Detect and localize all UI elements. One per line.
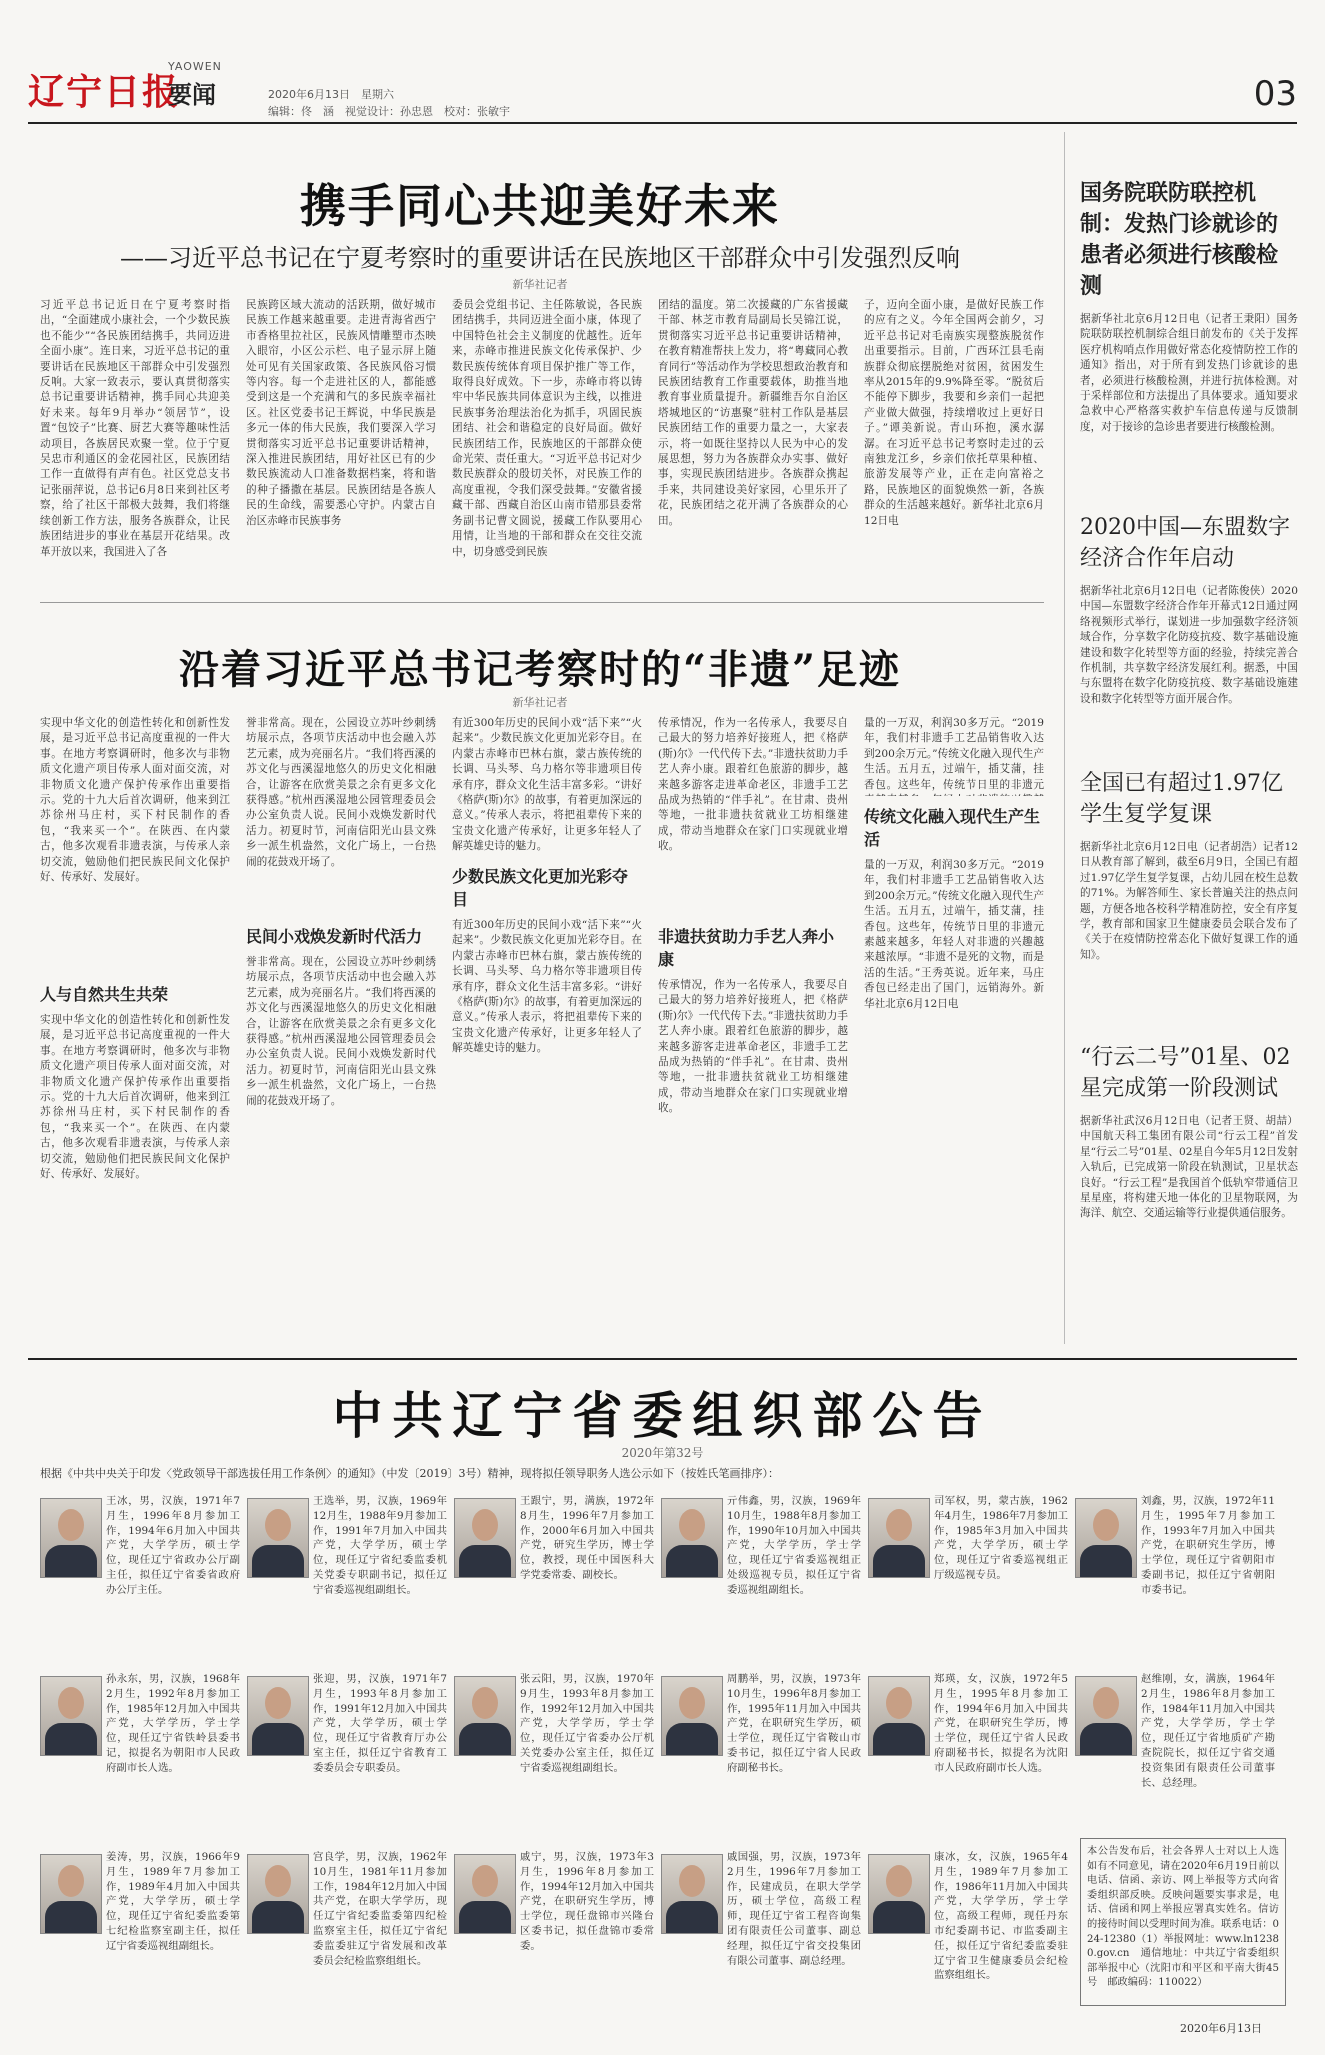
candidate-bio: 姜涛，男，汉族，1966年9月生，1989年7月参加工作，1989年4月加入中国共产党，大学学历，硕士学位，现任辽宁省纪委监委第七纪检监察室副主任，拟任辽宁省委巡视组副组长。 [106, 1851, 240, 1952]
candidate-bio: 王冰，男，汉族，1971年7月生，1996年8月参加工作，1994年6月加入中国共产党，大学学历，硕士学位，现任辽宁省政办公厅副主任，拟任辽宁省委省政府办公厅主任。 [106, 1495, 240, 1596]
portrait-head-icon [679, 1865, 705, 1897]
article2-col-1-text-b: 实现中华文化的创造性转化和创新性发展，是习近平总书记高度重视的一件大事。在地方考察调研时，他多次与非物质文化遗产项目传承人面对面交流，对非物质文化遗产保护传承作出重要指示。党的十九大后首次调研，他来到江苏徐州马庄村，买下村民制作的香包，“我来买一个”。在陕西、在内蒙古，他多次观看非遗表演，与传承人亲切交流，勉励他们把民族民间文化保护好、传承好、发展好。 [40, 1014, 230, 1181]
newspaper-logo: 辽宁日报 [28, 71, 181, 113]
article2-col-5-text: 量的一万双，利润30多万元。“2019年，我们村非遗手工艺品销售收入达到200余万元。”传统文化融入现代生产生活。五月五，过端午，插艾蒲，挂香包。这些年，传统节日里的非遗元 [864, 717, 1044, 791]
notice-contact: 本公告发布后，社会各界人士对以上人选如有不同意见，请在2020年6月19日前以电话、信函、亲访、网上举报等方式向省委组织部反映。反映问题要实事求是，电话、信函和网上举报应署真实姓名。信访的接待时间以受理时间为准。联系电话：024-12380（1）举报网址：www.ln12380.gov.cn 通信地址：中共辽宁省委组织部举报中心（沈阳市和平区和平南大街45号 邮政编码：110022） [1087, 1846, 1279, 1989]
article2-col-1-text: 实现中华文化的创造性转化和创新性发展，是习近平总书记高度重视的一件大事。在地方考察调研时，他多次与非物质文化遗产项目传承人面对面交流，对非物质文化遗产保护传承作出重要指示。党的十九大后首次调研，他来到江苏徐州马庄村，买下村民制作的香包，“我来买一个”。在陕西、在内蒙古，他多次观看非遗表演，与传承人亲切交流，勉励他们把民族民间文化保护好、传承好、发展好。 [40, 717, 230, 884]
article2-title: 沿着习近平总书记考察时的“非遗”足迹 [178, 646, 901, 693]
portrait-body-icon [45, 1545, 97, 1577]
portrait-body-icon [252, 1545, 304, 1577]
sidebar-story-2 [1080, 512, 1298, 770]
portrait-body-icon [459, 1901, 511, 1933]
candidate-photo [454, 1498, 516, 1578]
candidate-bio: 康冰，女，汉族，1965年4月生，1989年7月参加工作，1986年11月加入中国共产党，大学学历，学士学位，高级工程师，现任丹东市纪委副书记、市监委副主任，拟任辽宁省纪委监委驻辽宁省卫生健康委员会纪检监察组组长。 [934, 1851, 1068, 1982]
candidate-card [868, 1850, 1068, 2022]
candidate-photo [454, 1676, 516, 1756]
candidate-card [868, 1494, 1068, 1666]
candidate-card [247, 1850, 447, 2022]
article2-col-5 [864, 716, 1044, 1340]
portrait-body-icon [873, 1901, 925, 1933]
candidate-bio: 亓伟鑫，男，汉族，1969年10月生，1988年8月参加工作，1990年10月加入中国共产党，大学学历，学士学位，现任辽宁省委巡视组正处级巡视专员，拟任辽宁省委巡视组副组长。 [727, 1495, 861, 1596]
candidate-bio: 郑瑛，女，汉族，1972年5月生，1995年8月参加工作，1994年6月加入中国共产党，在职研究生学历，博士学位，现任辽宁省人民政府副秘书长，拟提名为沈阳市人民政府副市长人选。 [934, 1673, 1068, 1774]
sidebar-story-1-title: 国务院联防联控机制：发热门诊就诊的患者必须进行核酸检测 [1080, 180, 1279, 299]
portrait-body-icon [252, 1901, 304, 1933]
candidate-bio: 周鹏举，男，汉族，1973年10月生，1996年8月参加工作，1995年11月加入中国共产党，在职研究生学历，硕士学位，现任辽宁省鞍山市委书记，拟任辽宁省人民政府副秘书长。 [727, 1673, 861, 1774]
sidebar-story-4-title: “行云二号”01星、02星完成第一阶段测试 [1080, 1045, 1291, 1101]
portrait-head-icon [886, 1687, 912, 1719]
article1-subtitle: ——习近平总书记在宁夏考察时的重要讲话在民族地区干部群众中引发强烈反响 [120, 244, 960, 272]
candidate-bio: 宫良学，男，汉族，1962年10月生，1981年11月参加工作，1984年12月加入中国共产党，在职大学学历，现任辽宁省纪委监委第四纪检监察室主任，拟任辽宁省纪委监委驻辽宁省发展和改革委员会纪检监察组组长。 [313, 1851, 447, 1967]
portrait-head-icon [58, 1687, 84, 1719]
section-label [168, 60, 222, 110]
article1-title: 携手同心共迎美好未来 [300, 179, 780, 233]
sidebar-story-3-title: 全国已有超过1.97亿学生复学复课 [1080, 771, 1283, 827]
candidate-photo [661, 1676, 723, 1756]
sidebar-story-4-body: 据新华社武汉6月12日电（记者王贤、胡喆）中国航天科工集团有限公司“行云工程”首发星“行云二号”01星、02星自今年5月12日发射入轨后，已完成第一阶段在轨测试，卫星状态良好。“行云工程”是我国首个低轨窄带通信卫星星座，将构建天地一体化的卫星物联网，为海洋、航空、交通运输等行业提供通信服务。 [1080, 1115, 1298, 1220]
page-number: 03 [1253, 74, 1297, 114]
portrait-head-icon [1093, 1687, 1119, 1719]
sidebar-story-2-title: 2020中国—东盟数字经济合作年启动 [1080, 515, 1290, 571]
article2-col-2 [246, 716, 436, 1340]
candidate-photo [661, 1498, 723, 1578]
candidate-bio: 王选举，男，汉族，1969年12月生，1988年9月参加工作，1991年7月加入中国共产党，大学学历，硕士学位，现任辽宁省纪委监委机关党委专职副书记，拟任辽宁省委巡视组副组长。 [313, 1495, 447, 1596]
candidate-photo [40, 1498, 102, 1578]
portrait-body-icon [873, 1723, 925, 1755]
notice-top-rule [28, 1358, 1297, 1360]
article2-col-4-text-b: 传承情况，作为一名传承人，我要尽自己最大的努力培养好接班人，把《格萨(斯)尔》一代代传下去。”非遗扶贫助力手艺人奔小康。跟着红色旅游的脚步，越来越多游客走进革命老区，非遗手工艺品成为热销的“伴手礼”。在甘肃、贵州等地，一批非遗扶贫就业工坊相继建成，带动当地群众在家门口实现就业增收。 [658, 979, 848, 1115]
portrait-head-icon [265, 1865, 291, 1897]
notice-contact-box [1080, 1838, 1286, 2006]
article1-col-2: 民族跨区域大流动的活跃期，做好城市民族工作越来越重要。走进青海省西宁市香格里拉社区，民族风情雕塑市杰映入眼帘，小区公示栏、电子显示屏上随处可见有关国家政策、各民族风俗习惯等内容。每一个走进社区的人，都能感受到这是一个充满和气的多民族幸福社区。社区党委书记王辉说，中华民族是多元一体的伟大民族，我们要深入学习贯彻落实习近平总书记重要讲话精神，深入推进民族团结，用好社区已有的少数民族流动人口准备数据档案，将和谐的种子播撒在基层。民族团结是各族人民的生命线，需要悉心守护。内蒙古自治区赤峰市民族事务 [246, 299, 436, 527]
candidate-bio: 张云阳，男，汉族，1970年9月生，1993年8月参加工作，1992年12月加入中国共产党，大学学历，学士学位，现任辽宁省委办公厅机关党委办公室主任，拟任辽宁省委巡视组副组长。 [520, 1673, 654, 1774]
candidate-card [454, 1672, 654, 1844]
issue-date: 2020年6月13日 星期六 [268, 88, 394, 101]
article2-subhead-3: 少数民族文化更加光彩夺目 [452, 867, 629, 909]
article1-byline: 新华社记者 [512, 278, 568, 291]
article-divider [40, 602, 1044, 603]
candidate-card [1075, 1494, 1275, 1666]
portrait-head-icon [679, 1687, 705, 1719]
candidate-photo [661, 1854, 723, 1934]
sidebar-story-1-body: 据新华社北京6月12日电（记者王秉阳）国务院联防联控机制综合组日前发布的《关于发挥医疗机构哨点作用做好常态化疫情防控工作的通知》指出，对于所有到发热门诊就诊的患者，必须进行核酸检测，并进行抗体检测。对于采样部位和方法提出了具体要求。通知要求急救中心严格落实救护车信息传递与反馈制度，对于接诊的急诊患者要进行核酸检测。 [1080, 313, 1298, 433]
portrait-body-icon [666, 1545, 718, 1577]
portrait-head-icon [58, 1509, 84, 1541]
candidate-card [661, 1672, 861, 1844]
sidebar-story-3 [1080, 768, 1298, 1040]
article1-col-5: 子，迈向全面小康，是做好民族工作的应有之义。今年全国两会前夕，习近平总书记对毛南族实现整族脱贫作出重要指示。目前，广西环江县毛南族群众彻底摆脱绝对贫困，贫困发生率从2015年的9.9%降至零。“脱贫后不能停下脚步，我要和乡亲们一起把产业做大做强，持续增收过上更好日子。”谭美新说。青山环抱，溪水潺潺。在习近平总书记考察时走过的云南独龙江乡，乡亲们依托草果种植、旅游发展等产业，正在走向富裕之路，民族地区的面貌焕然一新，各族群众的生活越来越好。新华社北京6月12日电 [864, 299, 1044, 527]
sidebar-story-1 [1080, 178, 1298, 532]
candidate-bio: 王跟宁，男，满族，1972年8月生，1996年7月参加工作，2000年6月加入中国共产党，研究生学历，博士学位，教授，现任中国医科大学党委常委、副校长。 [520, 1495, 654, 1581]
candidate-bio: 戚国强，男，汉族，1973年2月生，1996年7月参加工作，民建成员，在职大学学历，硕士学位，高级工程师，现任辽宁省工程咨询集团有限责任公司董事、副总经理，拟任辽宁省交投集团有限公司董事、副总经理。 [727, 1851, 861, 1967]
notice-date: 2020年6月13日 [1180, 2022, 1262, 2035]
article2-byline: 新华社记者 [512, 696, 568, 709]
candidate-card [454, 1850, 654, 2022]
candidate-photo [454, 1854, 516, 1934]
notice-issue: 2020年第32号 [621, 1446, 704, 1460]
article2-subhead-2: 民间小戏焕发新时代活力 [246, 927, 423, 946]
portrait-body-icon [459, 1545, 511, 1577]
candidate-bio: 戚宁，男，汉族，1973年3月生，1996年8月参加工作，1994年12月加入中国共产党，在职研究生学历，博士学位，现任盘锦市兴隆台区委书记，拟任盘锦市委常委。 [520, 1851, 654, 1952]
candidate-photo [40, 1854, 102, 1934]
section-zh: 要闻 [168, 80, 216, 109]
portrait-head-icon [1093, 1509, 1119, 1541]
section-en: YAOWEN [168, 60, 222, 73]
article2-col-3-text: 有近300年历史的民间小戏“活下来”“火起来”。少数民族文化更加光彩夺目。在内蒙古赤峰市巴林右旗，蒙古族传统的长调、马头琴、乌力格尔等非遗项目传承有序，群众文化生活丰富多彩。“讲好《格萨(斯)尔》的故事，有着更加深远的意义。”传承人表示，将把祖辈传下来的宝贵文化遗产传承好，让更多年轻人了解英雄史诗的魅力。 [452, 717, 642, 853]
article2-subhead-4: 非遗扶贫助力手艺人奔小康 [658, 927, 835, 969]
candidate-photo [40, 1676, 102, 1756]
candidate-card [661, 1850, 861, 2022]
article2-subhead-5: 传统文化融入现代生产生活 [864, 807, 1041, 849]
candidate-photo [1075, 1676, 1137, 1756]
candidate-card [247, 1494, 447, 1666]
candidate-bio: 刘鑫，男，汉族，1972年11月生，1995年7月参加工作，1993年7月加入中国共产党，在职研究生学历，博士学位，现任辽宁省朝阳市委副书记，拟任辽宁省朝阳市委书记。 [1141, 1495, 1275, 1596]
candidate-bio: 赵维刚，女，满族，1964年2月生，1986年8月参加工作，1984年11月加入中国共产党，大学学历，学士学位，现任辽宁省地质矿产勘查院院长，拟任辽宁省交通投资集团有限责任公司董事长、总经理。 [1141, 1673, 1275, 1789]
candidate-card [454, 1494, 654, 1666]
header-meta [268, 86, 510, 120]
article2-col-3-text-b: 有近300年历史的民间小戏“活下来”“火起来”。少数民族文化更加光彩夺目。在内蒙古赤峰市巴林右旗，蒙古族传统的长调、马头琴、乌力格尔等非遗项目传承有序，群众文化生活丰富多彩。“讲好《格萨(斯)尔》的故事，有着更加深远的意义。”传承人表示，将把祖辈传下来的宝贵文化遗产传承好，让更多年轻人了解英雄史诗的魅力。 [452, 919, 642, 1055]
portrait-body-icon [45, 1901, 97, 1933]
article2-col-2-text-b: 誉非常高。现在，公园设立苏叶纱刺绣坊展示点，各项节庆活动中也会融入苏艺元素，成为亮丽名片。“我们将西溪的苏文化与西溪湿地悠久的历史文化相融合，让游客在欣赏美景之余有更多文化获得感。”杭州西溪湿地公园管理委员会办公室负责人说。民间小戏焕发新时代活力。初夏时节，河南信阳光山县文殊乡一派生机盎然，文化广场上，一台热闹的花鼓戏开场了。 [246, 956, 436, 1107]
portrait-body-icon [45, 1723, 97, 1755]
article2-col-4 [658, 716, 848, 1340]
portrait-body-icon [666, 1723, 718, 1755]
article1-col-3: 委员会党组书记、主任陈敏说，各民族团结携手，共同迈进全面小康，体现了中国特色社会主义制度的优越性。近年来，赤峰市推进民族文化传承保护、少数民族传统体育项目保护推广等工作，取得良好成效。下一步，赤峰市将以铸牢中华民族共同体意识为主线，以推进民族事务治理法治化为抓手，巩固民族团结、社会和谐稳定的良好局面。做好民族团结工作，民族地区的干部群众使命光荣、责任重大。“习近平总书记对少数民族群众的殷切关怀，对民族工作的高度重视，令我们深受鼓舞。”安徽省援藏干部、西藏自治区山南市错那县委常务副书记曹文圆说，援藏工作队要用心用情，让当地的干部和群众在交往交流中，切身感受到民族 [452, 299, 642, 558]
portrait-head-icon [472, 1509, 498, 1541]
header-rule [28, 122, 1297, 124]
portrait-head-icon [265, 1687, 291, 1719]
sidebar-story-3-body: 据新华社北京6月12日电（记者胡浩）记者12日从教育部了解到，截至6月9日，全国已有超过1.97亿学生复学复课，占幼儿园在校生总数的71%。为解答师生、家长普遍关注的热点问题，方便各地各校科学精准防控，安全有序复学，教育部和国家卫生健康委员会联合发布了《关于在疫情防控常态化下做好复课工作的通知》。 [1080, 841, 1298, 961]
candidate-bio: 司军权，男，蒙古族，1962年4月生，1986年7月参加工作，1985年3月加入中国共产党，大学学历，硕士学位，现任辽宁省委巡视组正厅级巡视专员。 [934, 1495, 1068, 1581]
sidebar-story-4 [1080, 1042, 1298, 1334]
candidate-card [40, 1672, 240, 1844]
candidate-card [868, 1672, 1068, 1844]
candidate-card [40, 1850, 240, 2022]
candidate-photo [868, 1676, 930, 1756]
portrait-body-icon [252, 1723, 304, 1755]
candidate-card [40, 1494, 240, 1666]
portrait-head-icon [265, 1509, 291, 1541]
portrait-head-icon [886, 1509, 912, 1541]
portrait-head-icon [472, 1865, 498, 1897]
candidate-card [247, 1672, 447, 1844]
article2-col-5-text-b: 量的一万双，利润30多万元。“2019年，我们村非遗手工艺品销售收入达到200余万元。”传统文化融入现代生产生活。五月五，过端午，插艾蒲，挂香包。这些年，传统节日里的非遗元素越来越多，年轻人对非遗的兴趣越来越浓厚。“非遗不是死的文物，而是活的生活。”王秀英说。近年来，马庄香包已经走出了国门，远销海外。新华社北京6月12日电 [864, 859, 1044, 1010]
candidate-photo [1075, 1498, 1137, 1578]
sidebar-divider [1064, 132, 1065, 1344]
portrait-body-icon [1080, 1723, 1132, 1755]
candidate-bio: 张迎，男，汉族，1971年7月生，1993年8月参加工作，1991年12月加入中国共产党，大学学历，硕士学位，现任辽宁省教育厅办公室主任，拟任辽宁省教育工委委员会专职委员。 [313, 1673, 447, 1774]
notice-title: 中共辽宁省委组织部公告 [332, 1386, 993, 1445]
portrait-body-icon [666, 1901, 718, 1933]
article2-col-2-text: 誉非常高。现在，公园设立苏叶纱刺绣坊展示点，各项节庆活动中也会融入苏艺元素，成为亮丽名片。“我们将西溪的苏文化与西溪湿地悠久的历史文化相融合，让游客在欣赏美景之余有更多文化获得感。”杭州西溪湿地公园管理委员会办公室负责人说。民间小戏焕发新时代活力。初夏时节，河南信阳光山县文殊乡一派生机盎然，文化广场上，一台热闹的花鼓戏开场了。 [246, 717, 436, 868]
article1-col-1: 习近平总书记近日在宁夏考察时指出，“全面建成小康社会，一个少数民族也不能少”“各民族团结携手，共同迈进全面小康”。连日来，习近平总书记的重要讲话在民族地区干部群众中引发强烈反响。大家一致表示，要认真贯彻落实总书记重要讲话精神，携手同心共迎美好未来。每年9月举办“领居节”，设置“包饺子”比赛、厨艺大赛等趣味性活动项目，各族居民欢聚一堂。位于宁夏吴忠市利通区的金花园社区，民族团结工作一直做得有声有色。社区党总支书记张丽萍说，总书记6月8日来到社区考察，给了社区干部极大鼓舞，我们将继续创新工作方法，服务各族群众，让民族团结进步的事业在基层开花结果。改革开放以来，我国进入了各 [40, 299, 230, 558]
article2-col-4-text: 传承情况，作为一名传承人，我要尽自己最大的努力培养好接班人，把《格萨(斯)尔》一代代传下去。”非遗扶贫助力手艺人奔小康。跟着红色旅游的脚步，越来越多游客走进革命老区，非遗手工艺品成为热销的“伴手礼”。在甘肃、贵州等地，一批非遗扶贫就业工坊相继建成，带动当地群众在家门口实现就业增收。 [658, 717, 848, 853]
portrait-body-icon [873, 1545, 925, 1577]
candidate-photo [868, 1854, 930, 1934]
candidate-card [661, 1494, 861, 1666]
sidebar-story-2-body: 据新华社北京6月12日电（记者陈俊侠）2020中国—东盟数字经济合作年开幕式12日通过网络视频形式举行，谋划进一步加强数字经济领域合作，分享数字化防疫抗疫、数字基础设施建设和数字化转型等方面的经验，持续完善合作机制，共享数字经济发展红利。据悉，中国与东盟将在数字化防疫抗疫、数字基础设施建设和数字化转型等方面开展合作。 [1080, 585, 1298, 705]
editors: 编辑：佟 涵 视觉设计：孙忠恩 校对：张敏宇 [268, 105, 510, 118]
portrait-head-icon [679, 1509, 705, 1541]
candidate-photo [868, 1498, 930, 1578]
portrait-body-icon [1080, 1545, 1132, 1577]
candidate-card [1075, 1672, 1275, 1844]
article2-col-3 [452, 716, 642, 1340]
candidate-bio: 孙永东，男，汉族，1968年2月生，1992年8月参加工作，1985年12月加入中国共产党，大学学历，学士学位，现任辽宁省铁岭县委书记，拟提名为朝阳市人民政府副市长人选。 [106, 1673, 240, 1774]
article1-col-4: 团结的温度。第二次援藏的广东省援藏干部、林芝市教育局副局长吴锦江说，贯彻落实习近平总书记重要讲话精神，在教育精准帮扶上发力，将“粤藏同心教育同行”等活动作为学校思想政治教育和民族团结教育工作重要载体，助推当地教育事业质量提升。新疆维吾尔自治区塔城地区的“访惠聚”驻村工作队是基层民族团结工作的重要力量之一，大家表示，将一如既往坚持以人民为中心的发展思想，努力为各族群众办实事、做好事，实现民族团结进步。各族群众携起手来，共同建设美好家园，心里乐开了花，民族团结之花开满了各族群众的心田。 [658, 299, 848, 527]
portrait-head-icon [58, 1865, 84, 1897]
article2-subhead-1: 人与自然共生共荣 [40, 985, 169, 1004]
notice-intro: 根据《中共中央关于印发〈党政领导干部选拔任用工作条例〉的通知》（中发〔2019〕3号）精神，现将拟任领导职务人选公示如下（按姓氏笔画排序）： [40, 1467, 779, 1480]
article2-col-1 [40, 716, 230, 1340]
portrait-head-icon [472, 1687, 498, 1719]
portrait-body-icon [459, 1723, 511, 1755]
candidate-photo [247, 1854, 309, 1934]
candidate-photo [247, 1676, 309, 1756]
portrait-head-icon [886, 1865, 912, 1897]
candidate-photo [247, 1498, 309, 1578]
